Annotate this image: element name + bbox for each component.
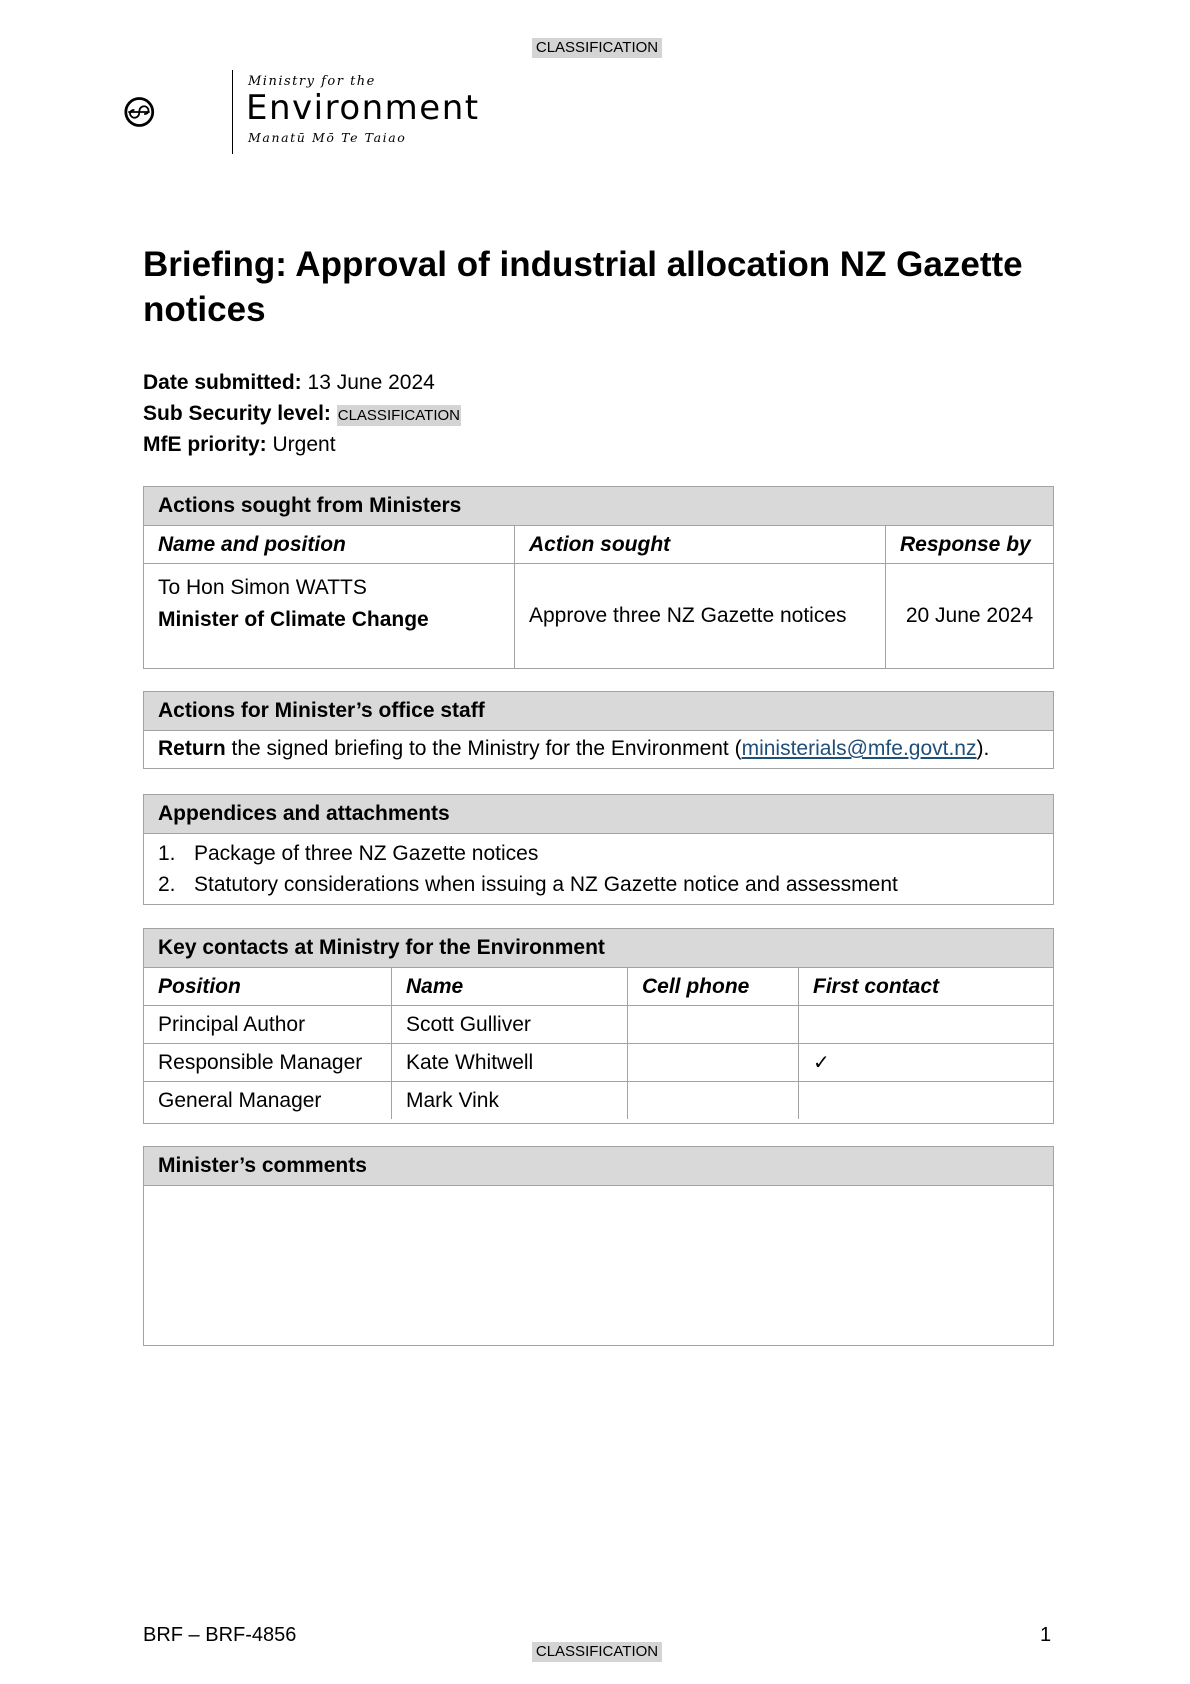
minister-position: Minister of Climate Change [158,608,429,631]
classification-banner-top: CLASSIFICATION [532,38,662,58]
cell-phone-cell [628,1006,799,1044]
item-number: 1. [158,842,176,865]
column-header: Name and position [144,526,515,564]
instruction-text: the signed briefing to the Ministry for the Environment ( [225,737,742,760]
appendices-list [144,834,1053,900]
key-contacts-table [144,968,1053,1119]
priority-value: Urgent [272,433,336,456]
key-contacts-section [143,928,1054,1124]
column-header: Response by [886,526,1054,564]
date-label: Date submitted: [143,371,302,394]
date-submitted [143,369,435,397]
cell-phone-cell [628,1044,799,1082]
list-item [158,838,1053,869]
security-value: CLASSIFICATION [337,407,460,424]
page-title: Briefing: Approval of industrial allocation NZ Gazette notices [143,245,1023,329]
column-header: Action sought [515,526,886,564]
office-staff-section [143,691,1054,769]
office-staff-heading: Actions for Minister’s office staff [144,692,1053,731]
appendices-heading: Appendices and attachments [144,795,1053,834]
instruction-lead: Return [158,737,226,760]
item-text: Statutory considerations when issuing a NZ Gazette notice and assessment [194,873,898,896]
office-staff-instruction [144,731,1053,767]
footer-reference: BRF – BRF-4856 [143,1624,297,1646]
table-row [144,1006,1053,1044]
checkmark-icon: ✓ [799,1044,1054,1082]
security-label: Sub Security level: [143,402,331,425]
position-cell: General Manager [144,1082,392,1120]
actions-sought-section [143,486,1054,669]
page-number: 1 [1040,1624,1052,1646]
name-cell: Kate Whitwell [392,1044,628,1082]
ministers-comments-heading: Minister’s comments [144,1147,1053,1186]
logo-text-maori: Manatū Mō Te Taiao [248,130,407,145]
minister-name: To Hon Simon WATTS [158,576,367,599]
logo-text-ministry: Ministry for the [248,74,376,89]
first-contact-cell [799,1006,1054,1044]
date-value: 13 June 2024 [307,371,435,394]
item-text: Package of three NZ Gazette notices [194,842,539,865]
column-header: First contact [799,968,1054,1006]
actions-sought-table [144,526,1053,668]
list-item [158,869,1053,900]
instruction-tail: ). [976,737,990,760]
table-row [144,1082,1053,1120]
name-cell: Mark Vink [392,1082,628,1120]
appendices-section [143,794,1054,905]
security-level [143,400,461,430]
key-contacts-heading: Key contacts at Ministry for the Environment [144,929,1053,968]
item-number: 2. [158,873,176,896]
column-header: Name [392,968,628,1006]
ministry-logo-icon [124,62,234,162]
ministers-comments-section [143,1146,1054,1346]
comments-area[interactable] [144,1186,1053,1346]
position-cell: Principal Author [144,1006,392,1044]
action-sought-cell: Approve three NZ Gazette notices [515,564,886,668]
name-cell: Scott Gulliver [392,1006,628,1044]
response-by-cell: 20 June 2024 [886,564,1054,668]
classification-banner-bottom: CLASSIFICATION [532,1642,662,1662]
mfe-priority [143,431,336,459]
table-row [144,1044,1053,1082]
position-cell: Responsible Manager [144,1044,392,1082]
cell-phone-cell [628,1082,799,1120]
logo-text-environment: Environment [246,88,480,128]
first-contact-cell [799,1082,1054,1120]
actions-sought-heading: Actions sought from Ministers [144,487,1053,526]
logo-divider [232,70,233,154]
priority-label: MfE priority: [143,433,267,456]
column-header: Position [144,968,392,1006]
minister-name-cell [144,564,515,668]
column-header: Cell phone [628,968,799,1006]
email-link[interactable]: ministerials@mfe.govt.nz [741,737,977,760]
